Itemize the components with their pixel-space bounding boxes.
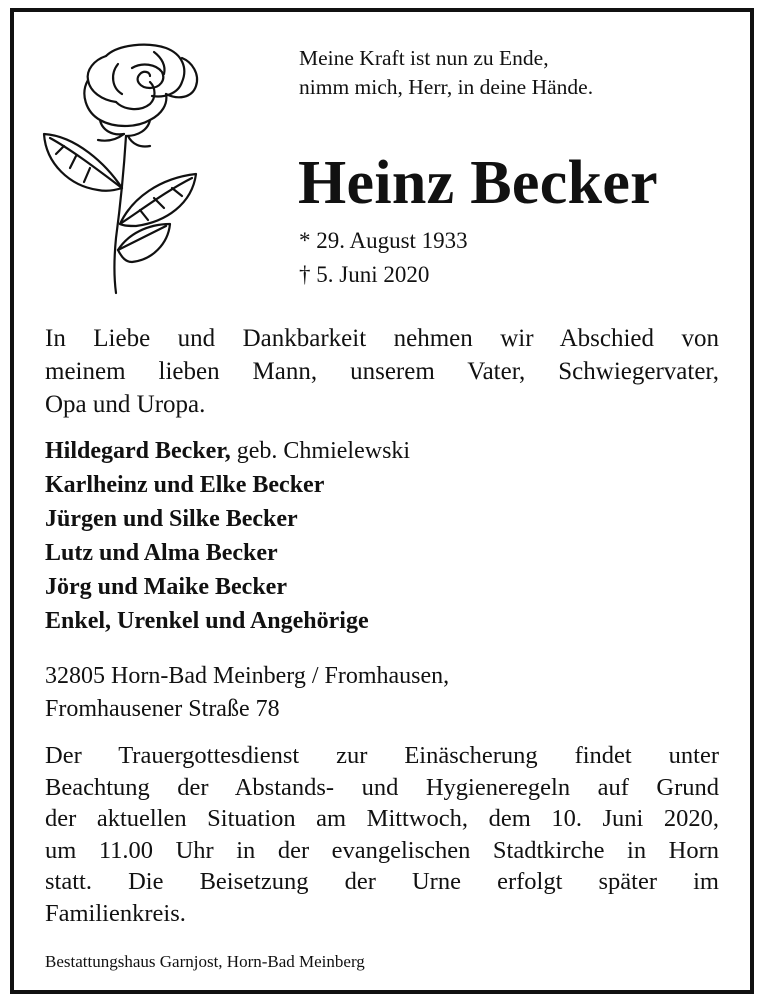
life-dates xyxy=(299,224,468,292)
service-line: Beachtung der Abstands- und Hygieneregeln auf Grund xyxy=(45,773,719,801)
service-line: um 11.00 Uhr in der evangelischen Stadtkirche in Horn xyxy=(45,836,719,864)
death-date: † 5. Juni 2020 xyxy=(299,262,430,287)
mourner-spouse-name: Hildegard Becker, xyxy=(45,438,231,464)
service-line: Der Trauergottesdienst zur Einäscherung findet unter xyxy=(45,742,719,769)
mourner-item: Enkel, Urenkel und Angehörige xyxy=(45,608,369,634)
mourner-item: Lutz und Alma Becker xyxy=(45,540,278,566)
motto-verse xyxy=(299,44,593,102)
service-text xyxy=(45,740,719,929)
family-address xyxy=(45,660,449,726)
service-line: statt. Die Beisetzung der Urne erfolgt später im xyxy=(45,868,719,895)
funeral-home: Bestattungshaus Garnjost, Horn-Bad Meinberg xyxy=(45,952,365,971)
mourner-item: Jörg und Maike Becker xyxy=(45,574,287,600)
service-line: der aktuellen Situation am Mittwoch, dem 10. Juni 2020, xyxy=(45,805,719,832)
mourner-spouse xyxy=(45,434,410,468)
rose-icon xyxy=(36,38,216,298)
service-line: Familienkreis. xyxy=(45,899,186,927)
farewell-line-2: meinem lieben Mann, unserem Vater, Schwiegervater, xyxy=(45,358,719,385)
motto-line-2: nimm mich, Herr, in deine Hände. xyxy=(299,75,594,99)
address-line-2: Fromhausener Straße 78 xyxy=(45,696,280,722)
mourner-spouse-maiden: geb. Chmielewski xyxy=(230,438,411,464)
mourners-list xyxy=(45,434,410,638)
birth-date: * 29. August 1933 xyxy=(299,228,468,253)
farewell-line-1: In Liebe und Dankbarkeit nehmen wir Abschied von xyxy=(45,325,719,352)
farewell-text xyxy=(45,322,719,421)
mourner-item: Karlheinz und Elke Becker xyxy=(45,472,325,498)
motto-line-1: Meine Kraft ist nun zu Ende, xyxy=(299,46,549,70)
farewell-line-3: Opa und Uropa. xyxy=(45,391,206,418)
mourner-item: Jürgen und Silke Becker xyxy=(45,506,298,532)
deceased-name: Heinz Becker xyxy=(298,149,658,217)
address-line-1: 32805 Horn-Bad Meinberg / Fromhausen, xyxy=(45,663,450,689)
